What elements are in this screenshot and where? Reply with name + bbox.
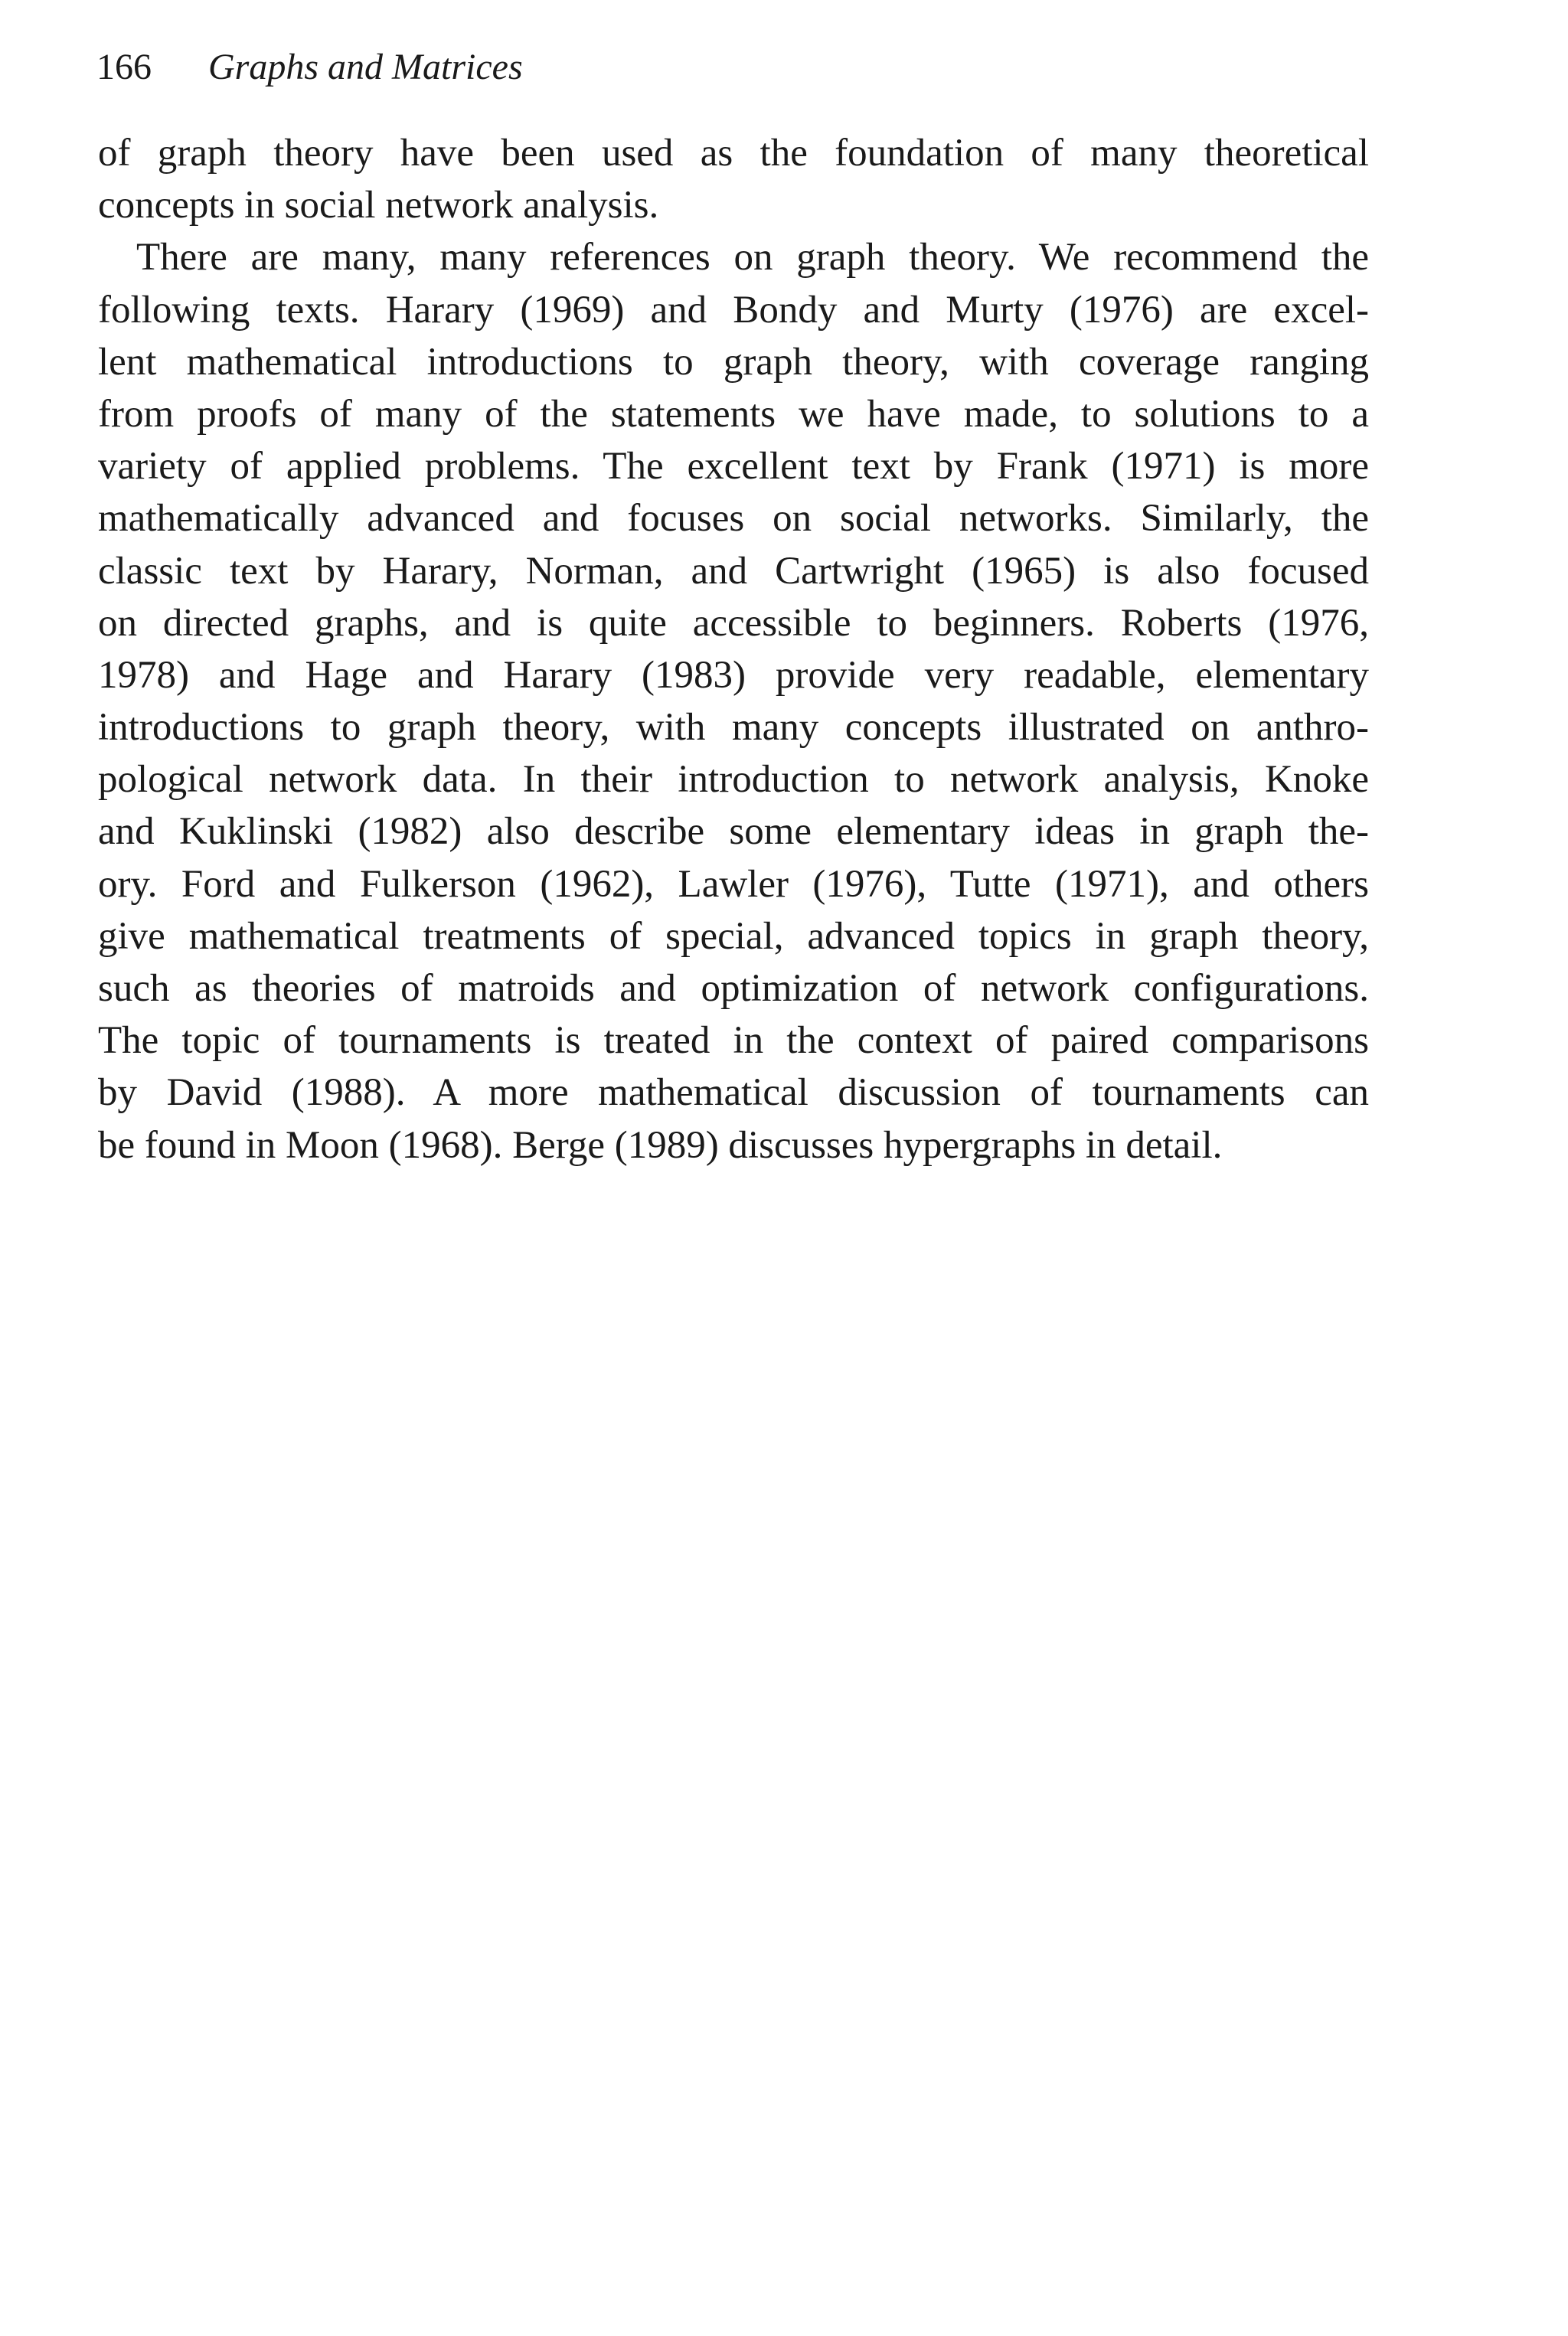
text-line: on directed graphs, and is quite accessible to beginners. Roberts (1976, [98, 601, 1369, 645]
text-line: from proofs of many of the statements we have made, to solutions to a [98, 392, 1369, 436]
running-head [96, 44, 523, 90]
page-number: 166 [96, 47, 152, 87]
text-line: ory. Ford and Fulkerson (1962), Lawler (1976), Tutte (1971), and others [98, 862, 1369, 906]
text-line: and Kuklinski (1982) also describe some elementary ideas in graph the- [98, 810, 1369, 854]
text-line: classic text by Harary, Norman, and Cartwright (1965) is also focused [98, 549, 1369, 593]
body-text [98, 127, 1369, 1171]
text-line: give mathematical treatments of special, advanced topics in graph theory, [98, 914, 1369, 958]
text-line: lent mathematical introductions to graph theory, with coverage ranging [98, 340, 1369, 384]
text-line: introductions to graph theory, with many concepts illustrated on anthro- [98, 706, 1369, 750]
text-line: There are many, many references on graph theory. We recommend the [136, 236, 1369, 279]
text-line: following texts. Harary (1969) and Bondy and Murty (1976) are excel- [98, 288, 1369, 332]
text-line: 1978) and Hage and Harary (1983) provide very readable, elementary [98, 653, 1369, 697]
text-line: such as theories of matroids and optimization of network configurations. [98, 967, 1369, 1010]
text-line: concepts in social network analysis. [98, 184, 659, 227]
text-line: by David (1988). A more mathematical discussion of tournaments can [98, 1071, 1369, 1115]
text-line: pological network data. In their introduction to network analysis, Knoke [98, 758, 1369, 802]
text-line: mathematically advanced and focuses on social networks. Similarly, the [98, 497, 1369, 541]
text-line: be found in Moon (1968). Berge (1989) discusses hypergraphs in detail. [98, 1123, 1223, 1167]
text-line: variety of applied problems. The excellent text by Frank (1971) is more [98, 445, 1369, 488]
text-line: of graph theory have been used as the foundation of many theoretical [98, 132, 1369, 175]
paragraph-references [98, 231, 1369, 1171]
paragraph-continued [98, 127, 1369, 231]
text-line: The topic of tournaments is treated in the context of paired comparisons [98, 1019, 1369, 1063]
chapter-title: Graphs and Matrices [208, 47, 523, 87]
